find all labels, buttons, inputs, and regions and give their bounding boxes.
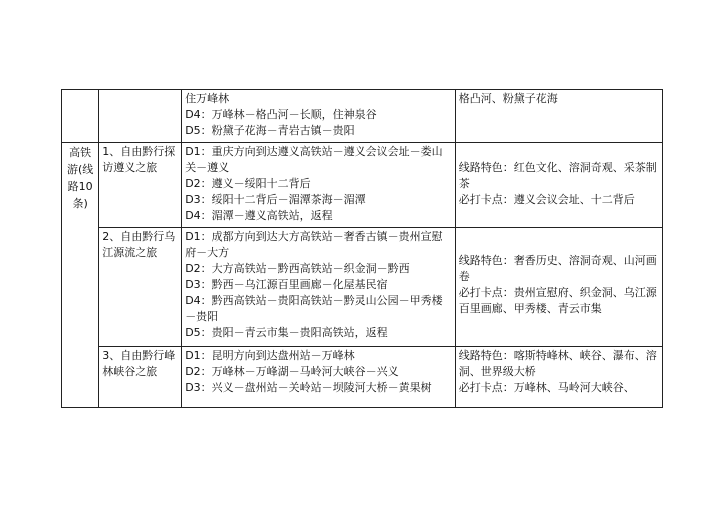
table-row	[62, 143, 663, 228]
days-cell	[182, 143, 456, 228]
features-text: 格凸河、粉黛子花海	[458, 92, 558, 105]
features-cell	[455, 228, 662, 347]
day-line: D5：贵阳－青云市集－贵阳高铁站，返程	[185, 326, 388, 339]
day-line: D1：成都方向到达大方高铁站－奢香古镇－贵州宣慰府－大方	[185, 230, 443, 259]
day-line: D2：大方高铁站－黔西高铁站－织金洞－黔西	[185, 262, 410, 275]
features-cell	[455, 90, 662, 143]
must-visit-text: 必打卡点：贵州宣慰府、织金洞、乌江源百里画廊、甲秀楼、青云市集	[458, 286, 657, 315]
features-text: 线路特色：喀斯特峰林、峡谷、瀑布、溶洞、世界级大桥	[458, 349, 657, 378]
category-cell	[62, 143, 99, 408]
features-text: 线路特色：奢香历史、溶洞奇观、山河画卷	[458, 254, 657, 283]
route-name-cell	[99, 228, 182, 347]
day-line: D4：万峰林－格凸河－长顺，住神泉谷	[185, 108, 377, 121]
category-cell-empty	[62, 90, 99, 143]
route-name: 1、自由黔行探访遵义之旅	[102, 145, 176, 174]
day-line: D4：黔西高铁站－贵阳高铁站－黔灵山公园－甲秀楼－贵阳	[185, 294, 443, 323]
days-cell	[182, 228, 456, 347]
features-text: 线路特色：红色文化、溶洞奇观、采茶制茶	[458, 161, 657, 190]
day-line: D3：兴义－盘州站－关岭站－坝陵河大桥－黄果树	[185, 381, 432, 394]
day-line: D4：湄潭－遵义高铁站，返程	[185, 209, 333, 222]
day-line: 住万峰林	[185, 92, 230, 105]
day-line: D3：黔西－乌江源百里画廊－化屋基民宿	[185, 278, 388, 291]
must-visit-text: 必打卡点：遵义会议会址、十二背后	[458, 193, 635, 206]
day-line: D2：遵义－绥阳十二背后	[185, 177, 311, 190]
must-visit-text: 必打卡点：万峰林、马岭河大峡谷、	[458, 381, 635, 394]
days-cell	[182, 90, 456, 143]
table-row	[62, 228, 663, 347]
route-name-cell	[99, 143, 182, 228]
route-name: 3、自由黔行峰林峡谷之旅	[102, 349, 176, 378]
table-row	[62, 90, 663, 143]
day-line: D3：绥阳十二背后－湄潭茶海－湄潭	[185, 193, 366, 206]
days-cell	[182, 347, 456, 408]
table-row	[62, 347, 663, 408]
day-line: D1：重庆方向到达遵义高铁站－遵义会议会址－娄山关－遵义	[185, 145, 443, 174]
day-line: D2：万峰林－万峰湖－马岭河大峡谷－兴义	[185, 365, 399, 378]
route-name: 2、自由黔行乌江源流之旅	[102, 230, 176, 259]
route-cell-empty	[99, 90, 182, 143]
category-label: 高铁游(线路10条)	[67, 146, 94, 210]
itinerary-table	[61, 89, 663, 408]
day-line: D1：昆明方向到达盘州站－万峰林	[185, 349, 355, 362]
route-name-cell	[99, 347, 182, 408]
day-line: D5：粉黛子花海－青岩古镇－贵阳	[185, 124, 355, 137]
features-cell	[455, 347, 662, 408]
features-cell	[455, 143, 662, 228]
